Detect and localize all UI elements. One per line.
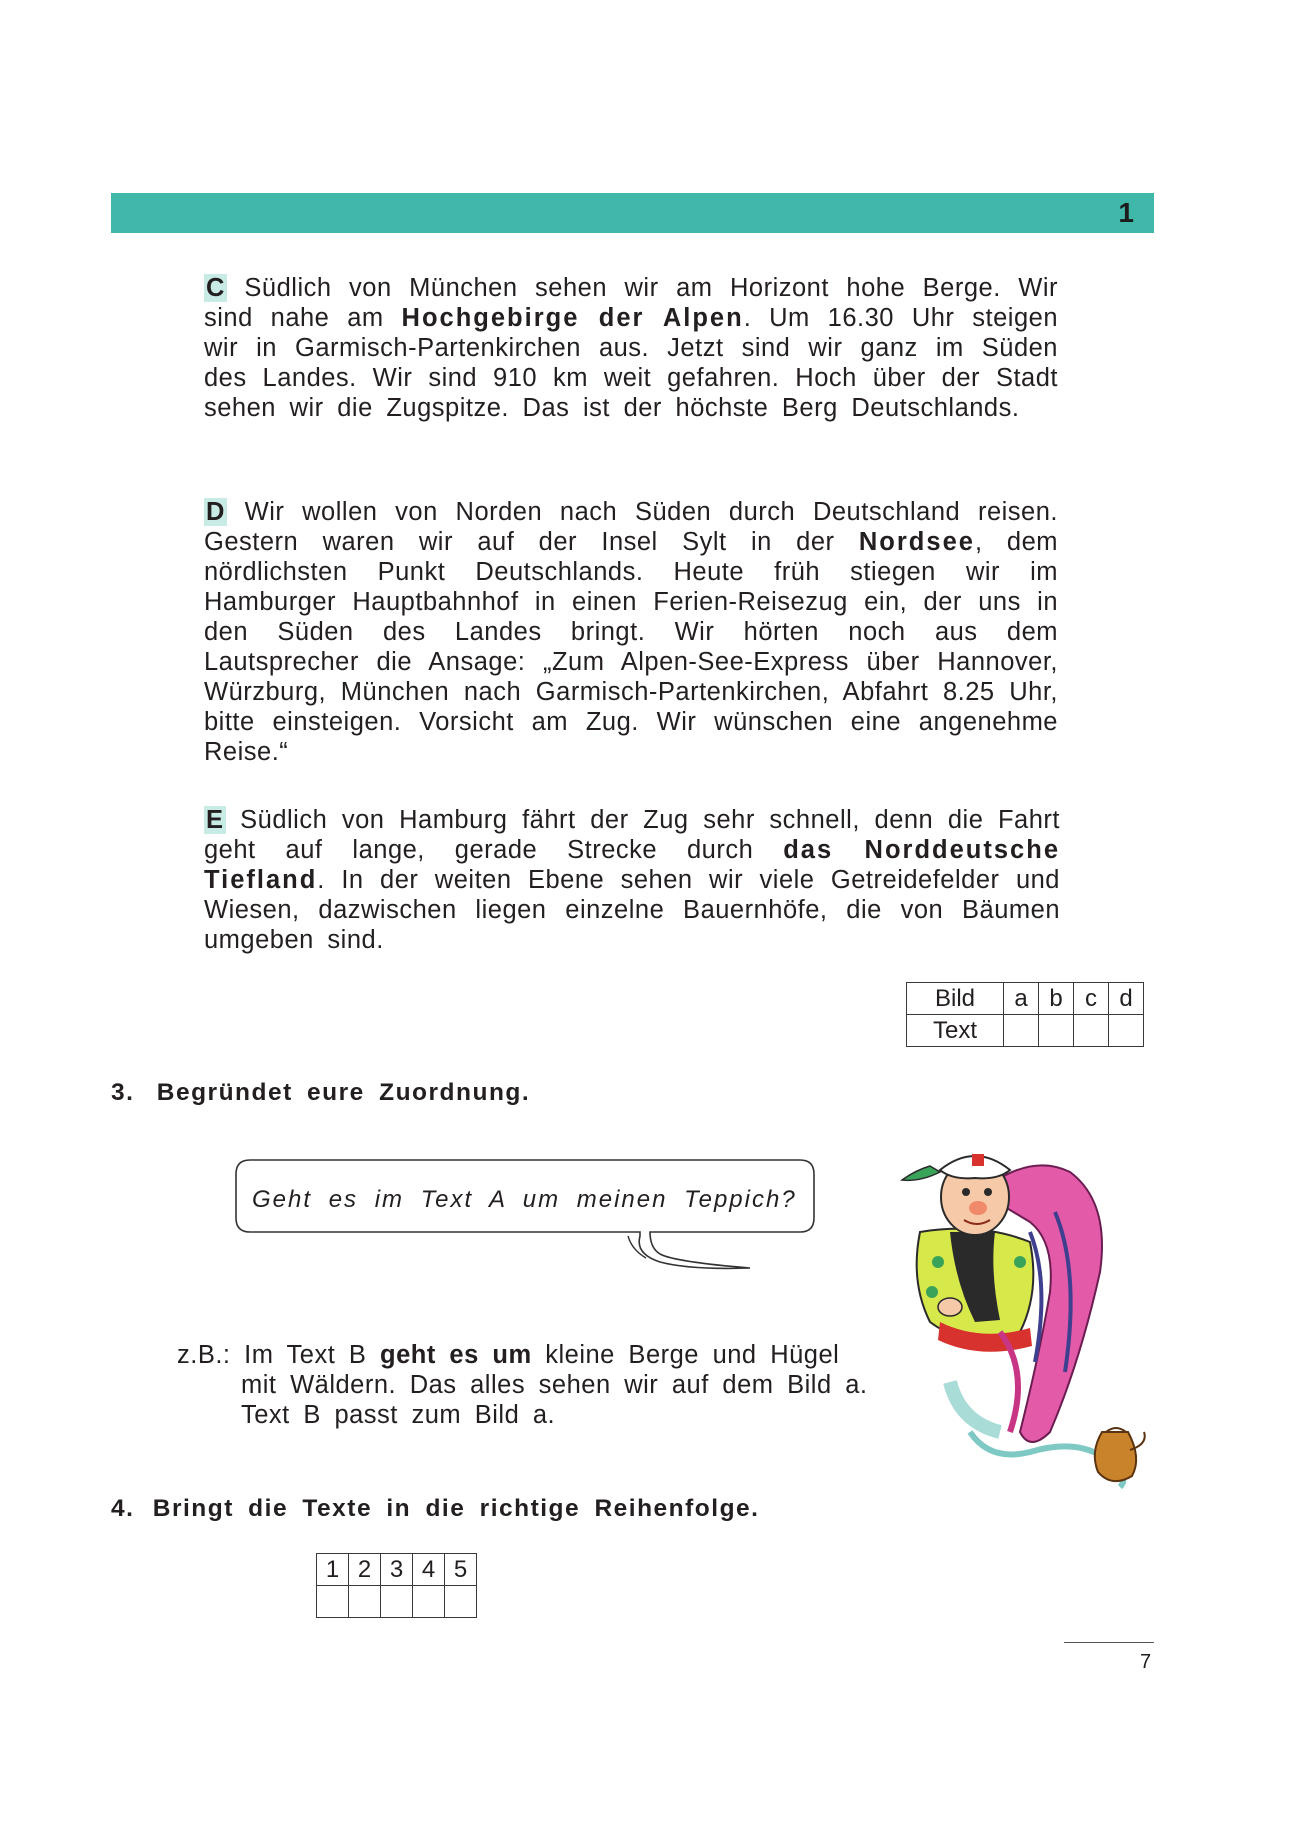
order-header-5: 5: [445, 1554, 477, 1586]
column-header-c: c: [1074, 983, 1109, 1015]
task-4-number: 4.: [111, 1495, 135, 1522]
order-answer-cell[interactable]: [381, 1586, 413, 1618]
text-c-part1: Südlich von München sehen wir am Horizont hohe Berge. Wir sind nahe am: [204, 274, 1058, 332]
task-3-number: 3.: [111, 1079, 135, 1106]
column-header-a: a: [1004, 983, 1039, 1015]
task-4-title: Bringt die Texte in die richtige Reihenfolge.: [152, 1495, 760, 1522]
example-line-1-bold: geht es um: [380, 1341, 532, 1369]
text-e-part2: . In der weiten Ebene sehen wir viele Getreidefelder und Wiesen, dazwischen liegen einzelne Bauernhöfe, die von Bäumen umgeben sind.: [204, 866, 1060, 954]
order-table: [316, 1553, 477, 1618]
example-line-2: mit Wäldern. Das alles sehen wir auf dem Bild a.: [241, 1371, 868, 1399]
text-e-part1: Südlich von Hamburg fährt der Zug sehr schnell, denn die Fahrt geht auf lange, gerade Strecke durch: [204, 806, 1060, 864]
text-c-paragraph: [204, 273, 1058, 423]
order-answer-cell[interactable]: [445, 1586, 477, 1618]
task-3-title: Begründet eure Zuordnung.: [156, 1079, 531, 1106]
text-d-letter: D: [206, 498, 225, 526]
footer-rule: [1064, 1642, 1154, 1643]
text-d-part2: , dem nördlichsten Punkt Deutschlands. Heute früh stiegen wir im Hamburger Hauptbahnhof in einen Ferien-Reisezug ein, der uns in den Süden des Landes bringt. Wir hörten noch aus dem Lautsprecher die Ansage: „Zum Alpen-See-Express über Hannover, Würzburg, München nach Garmisch-Partenkirchen, Abfahrt 8.25 Uhr, bitte einsteigen. Vorsicht am Zug. Wir wünschen eine angenehme Reise.“: [204, 528, 1058, 766]
chapter-number: 1: [1118, 197, 1134, 228]
chapter-header-band: [111, 193, 1154, 233]
page-number: 7: [1140, 1651, 1152, 1673]
order-answer-cell[interactable]: [317, 1586, 349, 1618]
picture-text-match-table: [906, 982, 1144, 1047]
speech-bubble: [230, 1158, 830, 1288]
row-label-bild: Bild: [907, 983, 1004, 1015]
example-prefix: z.B.:: [177, 1341, 231, 1369]
order-header-2: 2: [349, 1554, 381, 1586]
example-line-3: Text B passt zum Bild a.: [241, 1401, 556, 1429]
example-line-1: [177, 1340, 839, 1370]
order-header-3: 3: [381, 1554, 413, 1586]
task-4-heading: [111, 1495, 759, 1523]
text-d-bold: Nordsee: [858, 528, 975, 556]
task-3-heading: [111, 1079, 530, 1107]
column-header-b: b: [1039, 983, 1074, 1015]
order-answer-cell[interactable]: [349, 1586, 381, 1618]
text-e-letter: E: [206, 806, 224, 834]
order-header-1: 1: [317, 1554, 349, 1586]
genie-illustration: [880, 1132, 1160, 1492]
example-line-1-part-a: Im Text B: [244, 1341, 381, 1369]
text-e-paragraph: [204, 805, 1060, 955]
order-header-4: 4: [413, 1554, 445, 1586]
text-c-part2: . Um 16.30 Uhr steigen wir in Garmisch-Partenkirchen aus. Jetzt sind wir ganz im Süden des Landes. Wir sind 910 km weit gefahren. Hoch über der Stadt sehen wir die Zugspitze. Das ist der höchste Berg Deutschlands.: [204, 304, 1059, 422]
example-line-1-part-b: kleine Berge und Hügel: [531, 1341, 840, 1369]
order-answer-cell[interactable]: [413, 1586, 445, 1618]
answer-cell[interactable]: [1074, 1015, 1109, 1047]
text-d-paragraph: [204, 497, 1058, 767]
speech-bubble-text: Geht es im Text A um meinen Teppich?: [252, 1186, 797, 1213]
text-c-letter: C: [206, 274, 225, 302]
column-header-d: d: [1109, 983, 1144, 1015]
answer-cell[interactable]: [1109, 1015, 1144, 1047]
row-label-text: Text: [907, 1015, 1004, 1047]
answer-cell[interactable]: [1039, 1015, 1074, 1047]
text-e-bold: das Norddeutsche Tiefland: [204, 836, 1061, 894]
text-d-part1: Wir wollen von Norden nach Süden durch Deutschland reisen. Gestern waren wir auf der Insel Sylt in der: [204, 498, 1058, 556]
answer-cell[interactable]: [1004, 1015, 1039, 1047]
text-c-bold: Hochgebirge der Alpen: [401, 304, 744, 332]
